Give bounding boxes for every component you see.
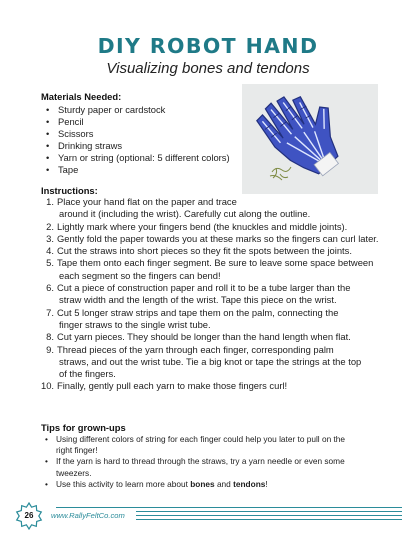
instruction-step xyxy=(41,245,391,257)
step-text-continued: around it (including the wrist). Carefully cut along the outline. xyxy=(59,208,311,220)
step-number: 6. xyxy=(46,282,54,294)
step-text: Lightly mark where your fingers bend (the knuckles and middle joints). xyxy=(57,220,348,232)
instructions-heading: Instructions: xyxy=(41,185,98,196)
step-text: Place your hand flat on the paper and trace xyxy=(57,196,237,207)
step-number: 2. xyxy=(46,220,54,232)
step-text-continued: of the fingers. xyxy=(59,368,116,380)
step-text: Thread pieces of the yarn through each finger, corresponding palm xyxy=(57,343,334,355)
tip-text: • Using different colors of string for each finger could help you later to pull on the xyxy=(56,434,346,444)
tip-text-and: and xyxy=(214,478,234,489)
tip-text-end: ! xyxy=(265,478,268,489)
step-text: Gently fold the paper towards you at these marks so the fingers can curl later. xyxy=(57,232,379,244)
page-number: 26 xyxy=(24,511,34,520)
step-text: Cut the straws into short pieces so they fit the spots between the joints. xyxy=(57,245,352,257)
step-text-continued: finger straws to the single wrist tube. xyxy=(59,318,211,330)
step-number: 1. xyxy=(46,196,54,207)
materials-item: • Tape xyxy=(41,164,230,176)
materials-item: • Drinking straws xyxy=(41,140,230,152)
step-text-continued: straws, and out the wrist tube. Tie a big knot or tape the strings at the top xyxy=(59,355,362,367)
step-text: Cut a piece of construction paper and roll it to be a tube larger than the xyxy=(57,282,351,294)
step-number: 7. xyxy=(46,306,54,318)
footer-divider xyxy=(136,519,402,520)
materials-list xyxy=(41,104,230,177)
step-text: Cut 5 longer straw strips and tape them on the palm, connecting the xyxy=(57,306,339,318)
materials-heading: Materials Needed: xyxy=(41,91,122,102)
step-number: 5. xyxy=(46,257,54,269)
tip-text: • If the yarn is hard to thread through the straws, try a yarn needle or even some xyxy=(56,456,345,467)
page-subtitle: Visualizing bones and tendons xyxy=(106,60,310,77)
footer-divider xyxy=(136,515,402,516)
step-number: 9. xyxy=(46,343,54,355)
instruction-step xyxy=(41,282,391,307)
website-link[interactable]: www.RallyFeltCo.com xyxy=(51,511,125,520)
tip-text-continued: tweezers. xyxy=(56,467,92,478)
instructions-list xyxy=(41,196,391,393)
materials-item: • Pencil xyxy=(41,116,230,128)
tip-item xyxy=(41,456,371,478)
footer-divider xyxy=(56,507,402,508)
instruction-step xyxy=(41,221,391,233)
instruction-step xyxy=(41,344,391,381)
step-number: 10. xyxy=(41,380,55,392)
instruction-step xyxy=(41,380,391,392)
instruction-step xyxy=(41,307,391,332)
instruction-step xyxy=(41,233,391,245)
footer-divider xyxy=(136,511,402,512)
tips-list xyxy=(41,434,371,490)
tip-text: Use this activity to learn more about xyxy=(56,478,191,489)
step-text-continued: each segment so the fingers can bend! xyxy=(59,269,221,281)
bones-keyword: bones xyxy=(190,478,215,489)
tips-heading: Tips for grown-ups xyxy=(41,422,126,433)
tip-text-continued: right finger! xyxy=(56,445,98,456)
page-title: DIY ROBOT HAND xyxy=(97,34,319,58)
materials-item: • Scissors xyxy=(41,128,230,140)
tendons-keyword: tendons xyxy=(233,478,266,489)
step-text: Finally, gently pull each yarn to make those fingers curl! xyxy=(57,380,288,392)
instruction-step xyxy=(41,196,391,221)
step-text: Tape them onto each finger segment. Be sure to leave some space between xyxy=(57,257,374,269)
step-text: Cut yarn pieces. They should be longer than the hand length when flat. xyxy=(57,331,351,343)
tip-item xyxy=(41,434,371,456)
instruction-step xyxy=(41,331,391,343)
robot-hand-photo xyxy=(242,84,378,194)
step-text-continued: straw width and the length of the wrist. Tape this piece on the wrist. xyxy=(59,294,337,306)
step-number: 4. xyxy=(46,245,54,257)
step-number: 8. xyxy=(46,331,54,343)
materials-item: • Yarn or string (optional: 5 different colors) xyxy=(41,152,230,164)
step-number: 3. xyxy=(46,232,54,244)
instruction-step xyxy=(41,257,391,282)
tip-item xyxy=(41,479,371,490)
materials-item: • Sturdy paper or cardstock xyxy=(41,104,230,116)
